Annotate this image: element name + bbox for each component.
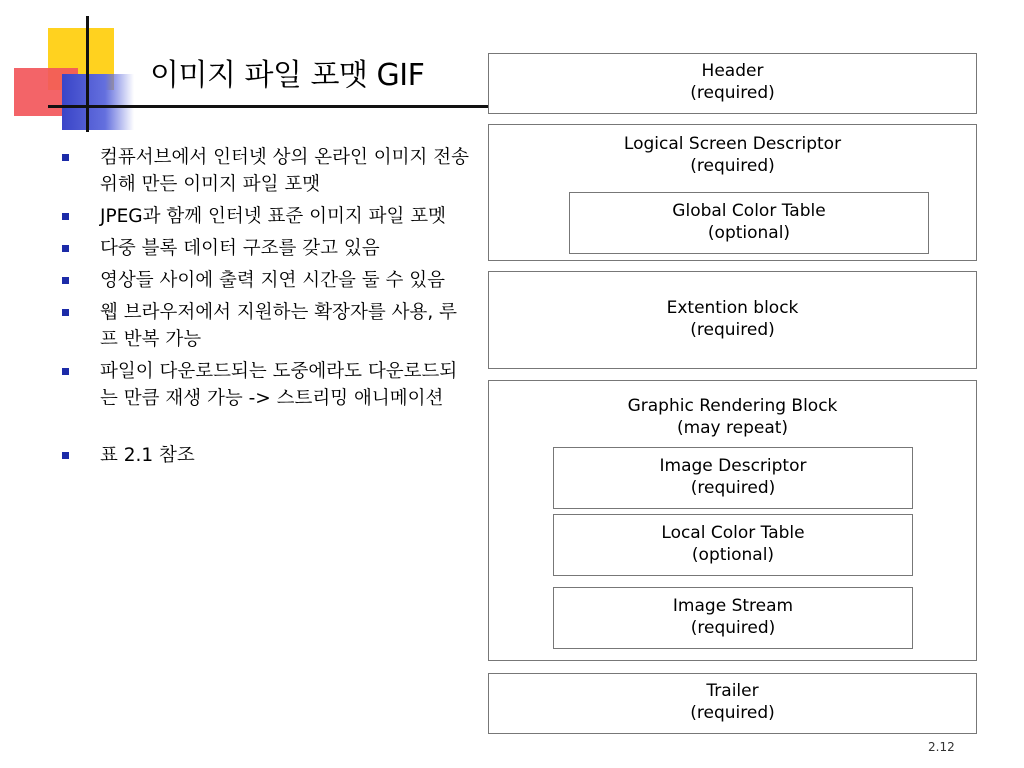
- square-bullet-icon: [62, 452, 69, 459]
- block-name: Header: [701, 61, 764, 81]
- block-name: Local Color Table: [661, 523, 805, 543]
- bullet-text: 영상들 사이에 출력 지연 시간을 둘 수 있음: [100, 270, 445, 291]
- square-bullet-icon: [62, 213, 69, 220]
- block-note: (required): [690, 156, 775, 176]
- square-bullet-icon: [62, 309, 69, 316]
- image-descriptor-block: [553, 447, 913, 509]
- bullet-text: 파일이 다운로드되는 도중에라도 다운로드되는 만큼 재생 가능 -> 스트리밍 애니메이션: [100, 361, 458, 409]
- block-note: (required): [690, 478, 776, 498]
- page-number: 2.12: [928, 740, 955, 754]
- block-note: (required): [690, 83, 775, 103]
- square-bullet-icon: [62, 368, 69, 375]
- bullet-item: [62, 203, 474, 230]
- bullet-text: 웹 브라우저에서 지원하는 확장자를 사용, 루프 반복 가능: [100, 302, 457, 350]
- global-color-table-block: [569, 192, 929, 254]
- block-name: Logical Screen Descriptor: [623, 134, 842, 154]
- square-bullet-icon: [62, 154, 69, 161]
- bullet-text: 표 2.1 참조: [100, 445, 195, 466]
- block-note: (required): [690, 703, 775, 723]
- bullet-item: [62, 299, 474, 353]
- block-name: Extention block: [666, 298, 799, 318]
- block-note: (required): [690, 618, 776, 638]
- block-note: (required): [690, 320, 775, 340]
- block-name: Image Stream: [672, 596, 794, 616]
- bullet-text: JPEG과 함께 인터넷 표준 이미지 파일 포멧: [100, 206, 446, 227]
- extension-block: [488, 271, 977, 369]
- title-underline-rule: [48, 105, 488, 108]
- blue-square-shape: [62, 74, 134, 130]
- bullet-item: [62, 235, 474, 262]
- image-stream-block: [553, 587, 913, 649]
- header-block: [488, 53, 977, 114]
- block-note: (optional): [691, 545, 775, 565]
- block-name: Graphic Rendering Block: [627, 396, 838, 416]
- square-bullet-icon: [62, 277, 69, 284]
- bullet-list: [62, 144, 474, 474]
- bullet-text: 컴퓨서브에서 인터넷 상의 온라인 이미지 전송 위해 만든 이미지 파일 포맷: [100, 147, 469, 195]
- bullet-text: 다중 블록 데이터 구조를 갖고 있음: [100, 238, 380, 259]
- bullet-item: [62, 442, 474, 469]
- vertical-rule: [86, 16, 89, 132]
- square-bullet-icon: [62, 245, 69, 252]
- slide-title: 이미지 파일 포맷 GIF: [150, 58, 425, 93]
- block-name: Global Color Table: [672, 201, 826, 221]
- block-note: (may repeat): [676, 418, 789, 438]
- bullet-item: [62, 144, 474, 198]
- bullet-item: [62, 267, 474, 294]
- trailer-block: [488, 673, 977, 734]
- local-color-table-block: [553, 514, 913, 576]
- block-name: Trailer: [706, 681, 759, 701]
- slide-logo-decoration: [0, 0, 150, 140]
- block-note: (optional): [707, 223, 791, 243]
- block-name: Image Descriptor: [659, 456, 807, 476]
- bullet-item: [62, 358, 474, 412]
